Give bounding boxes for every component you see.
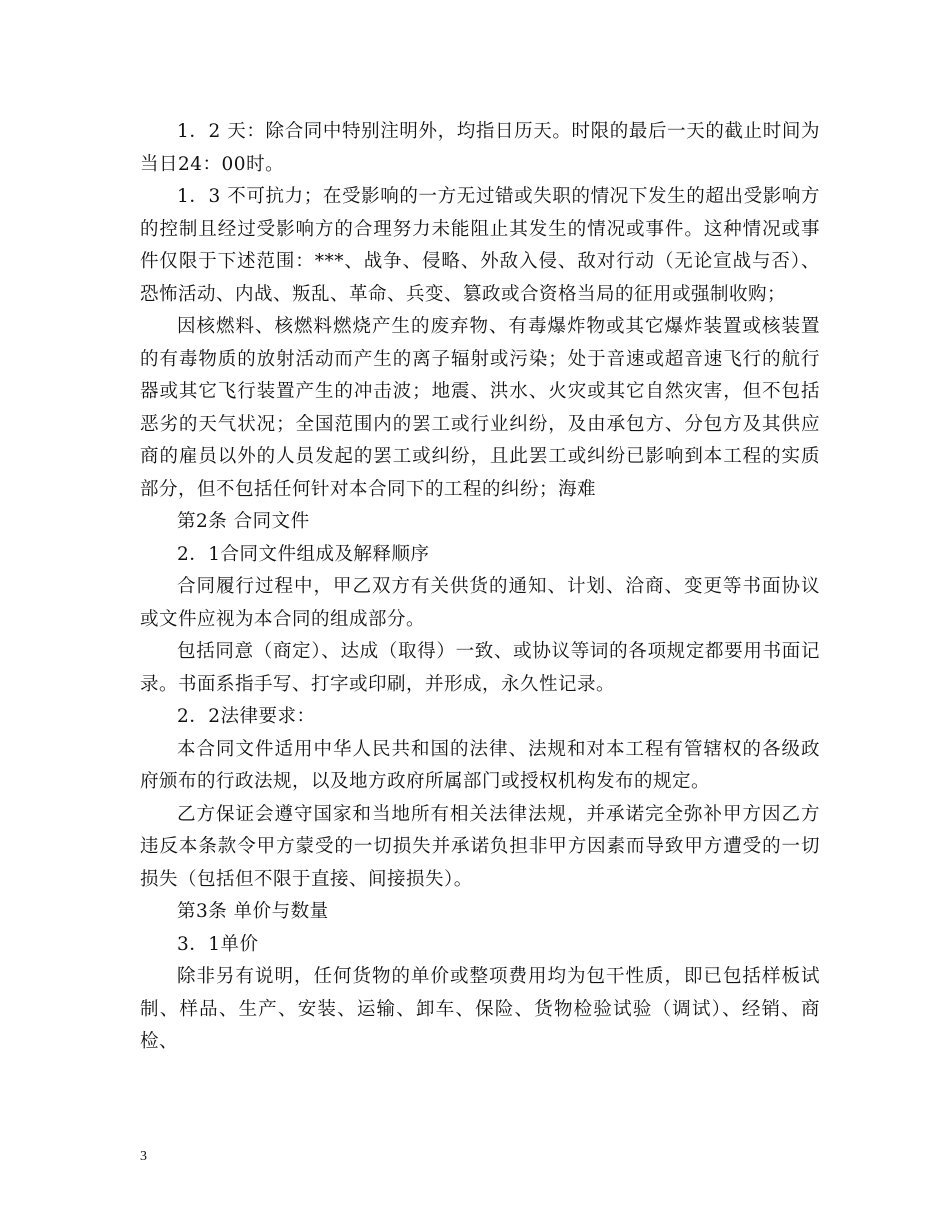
clause-1-2-days: 1．2 天：除合同中特别注明外，均指日历天。时限的最后一天的截止时间为当日24：00时。 [140,121,820,175]
clause-2-1-body-2: 包括同意（商定）、达成（取得）一致、或协议等词的各项规定都要用书面记录。书面系指手写、打字或印刷，并形成，永久性记录。 [140,641,820,695]
page-number: 3 [140,1149,147,1164]
clause-2-2-body-1: 本合同文件适用中华人民共和国的法律、法规和对本工程有管辖权的各级政府颁布的行政法规，以及地方政府所属部门或授权机构发布的规定。 [140,738,820,792]
clause-2-1-heading: 2．1合同文件组成及解释顺序 [177,543,430,565]
article-2-heading: 第2条 合同文件 [177,511,310,532]
force-majeure-continued: 因核燃料、核燃料燃烧产生的废弃物、有毒爆炸物或其它爆炸装置或核装置的有毒物质的放射活动而产生的离子辐射或污染；处于音速或超音速飞行的航行器或其它飞行装置产生的冲击波；地震、洪水、火灾或其它自然灾害，但不包括恶劣的天气状况；全国范围内的罢工或行业纠纷，及由承包方、分包方及其供应商的雇员以外的人员发起的罢工或纠纷，且此罢工或纠纷已影响到本工程的实质部分，但不包括任何针对本合同下的工程的纠纷；海难 [140,316,820,500]
clause-2-2-heading: 2．2法律要求： [177,706,316,727]
clause-2-1-body-1: 合同履行过程中，甲乙双方有关供货的通知、计划、洽商、变更等书面协议或文件应视为本合同的组成部分。 [140,576,820,630]
clause-2-2-body-2: 乙方保证会遵守国家和当地所有相关法律法规，并承诺完全弥补甲方因乙方违反本条款令甲方蒙受的一切损失并承诺负担非甲方因素而导致甲方遭受的一切损失（包括但不限于直接、间接损失）。 [140,803,820,890]
document-body [140,116,820,1059]
article-3-heading: 第3条 单价与数量 [177,901,329,922]
clause-3-1-body: 除非另有说明，任何货物的单价或整项费用均为包干性质，即已包括样板试制、样品、生产、安装、运输、卸车、保险、货物检验试验（调试）、经销、商检、 [140,966,820,1052]
clause-3-1-heading: 3．1单价 [177,933,259,955]
clause-1-3-force-majeure: 1．3 不可抗力；在受影响的一方无过错或失职的情况下发生的超出受影响方的控制且经过受影响方的合理努力未能阻止其发生的情况或事件。这种情况或事件仅限于下述范围：***、战争、侵略、外敌入侵、敌对行动（无论宣战与否）、恐怖活动、内战、叛乱、革命、兵变、篡政或合资格当局的征用或强制收购； [140,186,820,305]
